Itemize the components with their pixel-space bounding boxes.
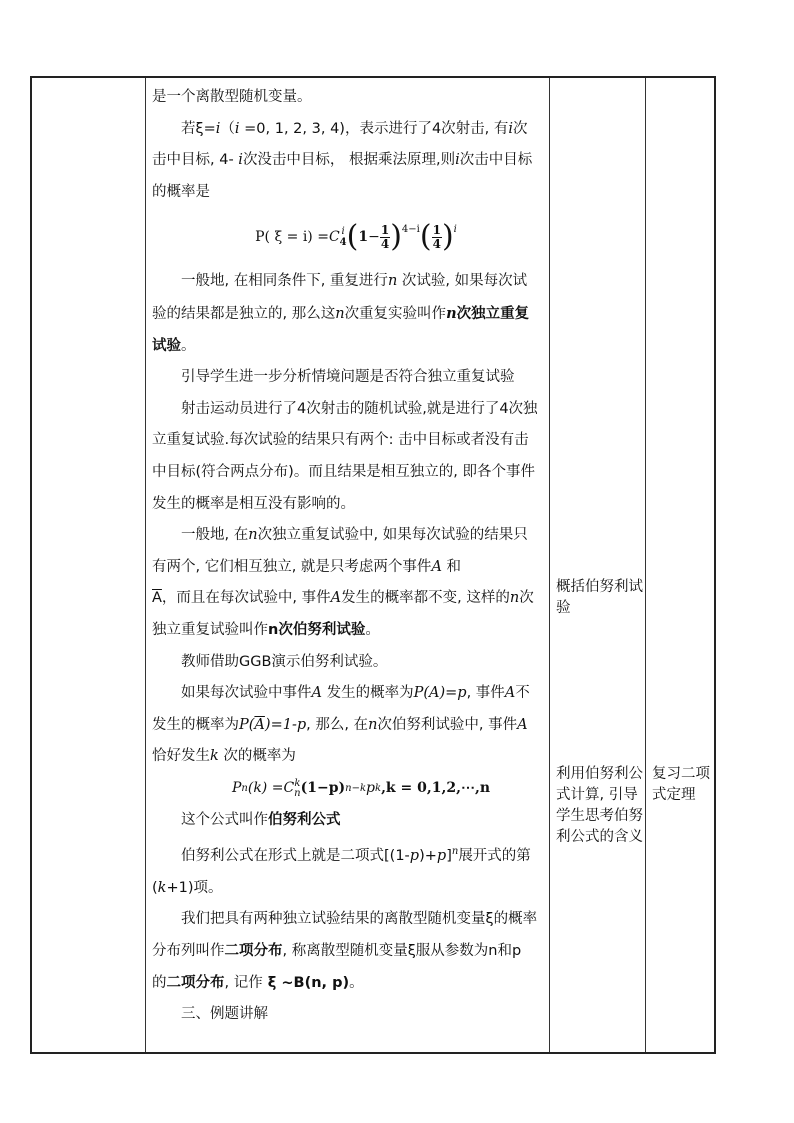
column-divider-2 xyxy=(549,78,550,1052)
lesson-table xyxy=(30,76,716,1054)
binomial-probability-formula: P( ξ = i) = C i 4 ( 1 − $\frac{1}{4}$ ) $^{4-i}$ ( $\frac{1}{4}$ ) $^i$ xyxy=(255,219,457,255)
bernoulli-formula: P n (k) = C k n (1−p) n−k p k ,k = 0,1,2,⋯,n xyxy=(231,777,491,799)
paragraph-12: 三、例题讲解 xyxy=(181,1006,268,1023)
paragraph-11: 我们把具有两种独立试验结果的离散型随机变量ξ的概率分布列叫作二项分布, 称离散型随机变量ξ服从参数为n和p 的二项分布, 记作 ξ ~B(n, p)。 xyxy=(152,911,538,991)
paragraph-1: 是一个离散型随机变量。 xyxy=(152,89,312,105)
design-intent-note-2: 利用伯努利公式计算, 引导学生思考伯努利公式的含义 xyxy=(556,766,643,845)
paragraph-8: 如果每次试验中事件A 发生的概率为P(A)=p, 事件A不发生的概率为$P(\overline{A})=1-p$, 那么, 在n次伯努利试验中, 事件A恰好发生k 次的概率为 xyxy=(152,685,530,765)
paragraph-3: 一般地, 在相同条件下, 重复进行n 次试验, 如果每次试验的结果都是独立的, 那么这n次重复实验叫作n次独立重复试验。 xyxy=(152,273,530,354)
teaching-content-cell xyxy=(152,82,540,1031)
paragraph-10: 伯努利公式在形式上就是二项式$[(1-p)+p]^n$展开式的第(k+1)项。 xyxy=(152,846,531,896)
paragraph-6: 一般地, 在n次独立重复试验中, 如果每次试验的结果只有两个, 它们相互独立, 就是只考虑两个事件A 和 $\overline{A}$，而且在每次试验中, 事件A发生的概率都不变, 这样的n次独立重复试验叫作n次伯努利试验。 xyxy=(152,527,534,638)
design-intent-note-1: 概括伯努利试验 xyxy=(556,579,643,616)
paragraph-7: 教师借助GGB演示伯努利试验。 xyxy=(181,653,388,670)
column-divider-1 xyxy=(145,78,146,1052)
column-divider-3 xyxy=(645,78,646,1052)
paragraph-2: 若ξ=i（i =0, 1, 2, 3, 4)，表示进行了4次射击, 有i次击中目标, 4- i次没击中目标， 根据乘法原理,则i次击中目标的概率是 xyxy=(152,120,533,200)
paragraph-4: 引导学生进一步分析情境问题是否符合独立重复试验 xyxy=(181,369,515,386)
review-note-1: 复习二项式定理 xyxy=(652,766,710,803)
paragraph-5: 射击运动员进行了4次射击的随机试验,就是进行了4次独立重复试验.每次试验的结果只有两个: 击中目标或者没有击中目标(符合两点分布)。而且结果是相互独立的, 即各个事件发生的概率是相互没有影响的。 xyxy=(152,400,538,512)
paragraph-9: 这个公式叫作伯努利公式 xyxy=(181,811,341,828)
